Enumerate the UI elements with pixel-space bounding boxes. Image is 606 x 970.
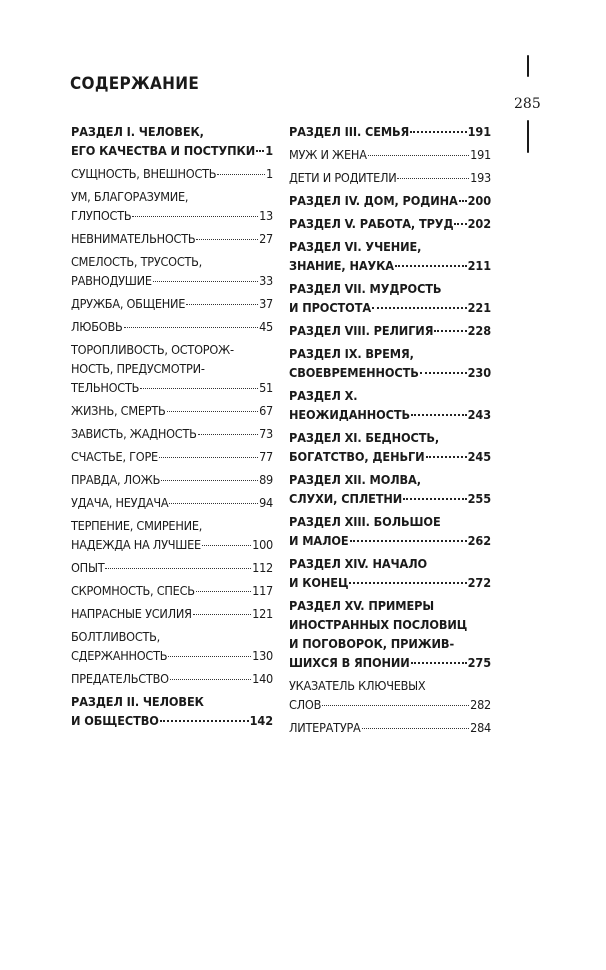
toc-entry xyxy=(71,252,273,290)
toc-entry-title-line: НОСТЬ, ПРЕДУСМОТРИ- xyxy=(71,361,205,376)
toc-page-number: 100 xyxy=(252,537,273,552)
dot-leader xyxy=(395,265,467,267)
toc-page-number: 245 xyxy=(467,449,491,464)
dot-leader xyxy=(397,178,469,179)
toc-page-number: 45 xyxy=(259,319,273,334)
toc-entry-last-line xyxy=(71,141,273,160)
toc-entry xyxy=(71,164,273,183)
dot-leader xyxy=(256,150,264,152)
toc-entry-last-line xyxy=(289,363,491,382)
toc-entry-last-line xyxy=(71,646,273,665)
toc-entry-title-line: УКАЗАТЕЛЬ КЛЮЧЕВЫХ xyxy=(289,678,426,693)
toc-entry-title-line: РАЗДЕЛ XIV. НАЧАЛО xyxy=(289,556,428,571)
toc-entry-title-line: СВОЕВРЕМЕННОСТЬ xyxy=(289,365,419,380)
toc-page-number: 117 xyxy=(252,583,273,598)
toc-entry xyxy=(71,187,273,225)
dot-leader xyxy=(217,174,265,175)
dot-leader xyxy=(434,330,466,332)
toc-page-number: 1 xyxy=(265,143,273,158)
toc-entry-title-line: СЧАСТЬЕ, ГОРЕ xyxy=(71,449,158,464)
toc-page-number: 112 xyxy=(252,560,273,575)
dot-leader xyxy=(198,434,258,435)
toc-entry-title-line: СУЩНОСТЬ, ВНЕШНОСТЬ xyxy=(71,166,217,181)
dot-leader xyxy=(459,200,467,202)
toc-section-entry xyxy=(71,692,273,730)
toc-entry-last-line xyxy=(289,168,491,187)
toc-entry-last-line xyxy=(289,447,491,466)
toc-entry-last-line xyxy=(71,711,273,730)
toc-entry xyxy=(71,669,273,688)
toc-entry-title-line: РАЗДЕЛ I. ЧЕЛОВЕК, xyxy=(71,124,204,139)
toc-entry-title-line: РАЗДЕЛ VIII. РЕЛИГИЯ xyxy=(289,323,434,338)
toc-entry-title-line: ШИХСЯ В ЯПОНИИ xyxy=(289,655,410,670)
toc-entry-last-line xyxy=(289,191,491,210)
toc-entry xyxy=(289,676,491,714)
dot-leader xyxy=(161,480,258,481)
dot-leader xyxy=(372,307,467,309)
toc-entry-last-line xyxy=(289,298,491,317)
toc-entry-title-line: И МАЛОЕ xyxy=(289,533,349,548)
margin-mark-top xyxy=(527,55,529,77)
toc-entry-title-line: РАЗДЕЛ II. ЧЕЛОВЕК xyxy=(71,694,204,709)
dot-leader xyxy=(426,456,467,458)
toc-entry xyxy=(71,317,273,336)
dot-leader xyxy=(132,216,258,217)
dot-leader xyxy=(160,720,249,722)
dot-leader xyxy=(350,540,467,542)
toc-entry-title-line: БОГАТСТВО, ДЕНЬГИ xyxy=(289,449,425,464)
dot-leader xyxy=(167,411,259,412)
toc-entry-title-line: РАЗДЕЛ XIII. БОЛЬШОЕ xyxy=(289,514,441,529)
toc-entry xyxy=(71,604,273,623)
toc-entry-title-line: УДАЧА, НЕУДАЧА xyxy=(71,495,169,510)
toc-page-number: 202 xyxy=(467,216,491,231)
toc-entry-last-line xyxy=(289,489,491,508)
toc-entry-last-line xyxy=(289,256,491,275)
toc-entry xyxy=(71,447,273,466)
dot-leader xyxy=(420,372,467,374)
toc-entry-title-line: СМЕЛОСТЬ, ТРУСОСТЬ, xyxy=(71,254,203,269)
toc-entry-title-line: РАЗДЕЛ VI. УЧЕНИЕ, xyxy=(289,239,422,254)
toc-page-number: 27 xyxy=(259,231,273,246)
dot-leader xyxy=(349,582,466,584)
toc-entry-title-line: РАЗДЕЛ V. РАБОТА, ТРУД xyxy=(289,216,454,231)
toc-entry xyxy=(71,516,273,554)
toc-entry-title-line: СДЕРЖАННОСТЬ xyxy=(71,648,168,663)
toc-entry-last-line xyxy=(289,405,491,424)
toc-page-number: 13 xyxy=(259,208,273,223)
dot-leader xyxy=(362,728,470,729)
toc-entry xyxy=(289,168,491,187)
toc-entry-title-line: ЖИЗНЬ, СМЕРТЬ xyxy=(71,403,166,418)
toc-entry-last-line xyxy=(71,447,273,466)
toc-entry-title-line: ЛЮБОВЬ xyxy=(71,319,123,334)
toc-entry-title-line: ТЕЛЬНОСТЬ xyxy=(71,380,140,395)
toc-page-number: 275 xyxy=(467,655,491,670)
dot-leader xyxy=(411,414,467,416)
toc-entry xyxy=(71,340,273,397)
dot-leader xyxy=(169,503,258,504)
toc-entry-last-line xyxy=(289,531,491,550)
toc-entry xyxy=(71,424,273,443)
toc-section-entry xyxy=(289,428,491,466)
dot-leader xyxy=(410,131,466,133)
toc-entry-last-line xyxy=(289,573,491,592)
toc-entry-title-line: РАЗДЕЛ XII. МОЛВА, xyxy=(289,472,421,487)
toc-section-entry xyxy=(289,191,491,210)
toc-entry-last-line xyxy=(289,653,491,672)
toc-page-number: 272 xyxy=(467,575,491,590)
toc-page-number: 230 xyxy=(467,365,491,380)
toc-entry-last-line xyxy=(289,695,491,714)
dot-leader xyxy=(196,239,258,240)
toc-entry-title-line: НЕВНИМАТЕЛЬНОСТЬ xyxy=(71,231,196,246)
toc-entry xyxy=(71,493,273,512)
toc-entry xyxy=(71,581,273,600)
toc-entry-title-line: И ОБЩЕСТВО xyxy=(71,713,159,728)
toc-entry-last-line xyxy=(71,164,273,183)
margin-mark-bottom xyxy=(527,120,529,153)
toc-entry xyxy=(289,145,491,164)
toc-section-entry xyxy=(289,122,491,141)
toc-entry xyxy=(71,294,273,313)
toc-page-number: 77 xyxy=(259,449,273,464)
toc-entry-last-line xyxy=(71,493,273,512)
toc-entry-last-line xyxy=(71,424,273,443)
toc-section-entry xyxy=(289,237,491,275)
toc-entry-title-line: И ПОГОВОРОК, ПРИЖИВ- xyxy=(289,636,455,651)
toc-page-number: 191 xyxy=(470,147,491,162)
toc-left-column xyxy=(71,122,273,734)
dot-leader xyxy=(322,705,469,706)
toc-entry-title-line: МУЖ И ЖЕНА xyxy=(289,147,367,162)
dot-leader xyxy=(170,679,251,680)
toc-page-number: 221 xyxy=(467,300,491,315)
toc-entry-title-line: ЗНАНИЕ, НАУКА xyxy=(289,258,394,273)
dot-leader xyxy=(196,591,251,592)
toc-entry-title-line: ТОРОПЛИВОСТЬ, ОСТОРОЖ- xyxy=(71,342,234,357)
toc-entry-title-line: СЛУХИ, СПЛЕТНИ xyxy=(289,491,403,506)
toc-entry-title-line: РАВНОДУШИЕ xyxy=(71,273,152,288)
toc-entry-last-line xyxy=(289,321,491,340)
toc-page-number: 193 xyxy=(470,170,491,185)
toc-page-number: 243 xyxy=(467,407,491,422)
toc-section-entry xyxy=(71,122,273,160)
toc-entry-title-line: ГЛУПОСТЬ xyxy=(71,208,132,223)
toc-entry-last-line xyxy=(71,604,273,623)
toc-page-number: 284 xyxy=(470,720,491,735)
dot-leader xyxy=(411,662,467,664)
toc-page-number: 200 xyxy=(467,193,491,208)
toc-entry-last-line xyxy=(71,294,273,313)
toc-entry-last-line xyxy=(71,558,273,577)
toc-entry-last-line xyxy=(289,122,491,141)
dot-leader xyxy=(159,457,258,458)
toc-page-number: 282 xyxy=(470,697,491,712)
toc-page-number: 33 xyxy=(259,273,273,288)
toc-page-number: 140 xyxy=(252,671,273,686)
toc-page-number: 255 xyxy=(467,491,491,506)
toc-entry xyxy=(71,401,273,420)
toc-entry-title-line: ПРАВДА, ЛОЖЬ xyxy=(71,472,161,487)
dot-leader xyxy=(140,388,258,389)
toc-right-column xyxy=(289,122,491,741)
toc-section-entry xyxy=(289,596,491,672)
toc-entry xyxy=(71,229,273,248)
toc-entry-last-line xyxy=(71,669,273,688)
toc-entry-title-line: РАЗДЕЛ IV. ДОМ, РОДИНА xyxy=(289,193,458,208)
dot-leader xyxy=(124,327,259,328)
toc-entry-title-line: БОЛТЛИВОСТЬ, xyxy=(71,629,161,644)
toc-page-number: 89 xyxy=(259,472,273,487)
toc-section-entry xyxy=(289,386,491,424)
toc-page-number: 1 xyxy=(266,166,273,181)
toc-entry-title-line: СКРОМНОСТЬ, СПЕСЬ xyxy=(71,583,195,598)
toc-entry-title-line: ЛИТЕРАТУРА xyxy=(289,720,361,735)
toc-entry xyxy=(71,627,273,665)
toc-entry-last-line xyxy=(289,145,491,164)
toc-entry-title-line: РАЗДЕЛ X. xyxy=(289,388,358,403)
toc-entry-title-line: И ПРОСТОТА xyxy=(289,300,372,315)
toc-section-entry xyxy=(289,321,491,340)
toc-entry-title-line: НАДЕЖДА НА ЛУЧШЕЕ xyxy=(71,537,201,552)
toc-section-entry xyxy=(289,279,491,317)
toc-entry-last-line xyxy=(71,470,273,489)
toc-section-entry xyxy=(289,470,491,508)
toc-page-number: 142 xyxy=(249,713,273,728)
toc-entry-last-line xyxy=(71,206,273,225)
toc-page-number: 67 xyxy=(259,403,273,418)
dot-leader xyxy=(403,498,466,500)
toc-entry-title-line: ПРЕДАТЕЛЬСТВО xyxy=(71,671,169,686)
toc-entry-title-line: ДРУЖБА, ОБЩЕНИЕ xyxy=(71,296,186,311)
toc-page-number: 37 xyxy=(259,296,273,311)
dot-leader xyxy=(202,545,251,546)
toc-page-number: 51 xyxy=(259,380,273,395)
toc-page-number: 228 xyxy=(467,323,491,338)
toc-entry-title-line: ЗАВИСТЬ, ЖАДНОСТЬ xyxy=(71,426,197,441)
toc-entry-title-line: УМ, БЛАГОРАЗУМИЕ, xyxy=(71,189,189,204)
toc-page-number: 73 xyxy=(259,426,273,441)
toc-page-number: 130 xyxy=(252,648,273,663)
toc-entry xyxy=(71,558,273,577)
toc-entry-last-line xyxy=(71,317,273,336)
toc-entry-last-line xyxy=(71,581,273,600)
toc-entry-title-line: РАЗДЕЛ IX. ВРЕМЯ, xyxy=(289,346,414,361)
toc-entry-last-line xyxy=(71,378,273,397)
toc-entry-title-line: ОПЫТ xyxy=(71,560,105,575)
toc-page-number: 191 xyxy=(467,124,491,139)
toc-entry-title-line: ИНОСТРАННЫХ ПОСЛОВИЦ xyxy=(289,617,468,632)
toc-entry-title-line: ЕГО КАЧЕСТВА И ПОСТУПКИ xyxy=(71,143,256,158)
page-number: 285 xyxy=(514,96,541,112)
dot-leader xyxy=(368,155,469,156)
toc-entry-title-line: РАЗДЕЛ XI. БЕДНОСТЬ, xyxy=(289,430,440,445)
toc-entry xyxy=(71,470,273,489)
toc-entry-title-line: НЕОЖИДАННОСТЬ xyxy=(289,407,411,422)
toc-entry-last-line xyxy=(71,401,273,420)
toc-entry-title-line: РАЗДЕЛ XV. ПРИМЕРЫ xyxy=(289,598,434,613)
dot-leader xyxy=(193,614,251,615)
toc-entry-last-line xyxy=(71,271,273,290)
toc-page-number: 262 xyxy=(467,533,491,548)
toc-page-number: 121 xyxy=(252,606,273,621)
toc-entry-title-line: РАЗДЕЛ VII. МУДРОСТЬ xyxy=(289,281,442,296)
toc-entry-title-line: НАПРАСНЫЕ УСИЛИЯ xyxy=(71,606,192,621)
toc-page-number: 94 xyxy=(259,495,273,510)
toc-section-entry xyxy=(289,554,491,592)
dot-leader xyxy=(105,568,251,569)
dot-leader xyxy=(153,281,258,282)
toc-section-entry xyxy=(289,512,491,550)
toc-entry-last-line xyxy=(71,229,273,248)
toc-entry xyxy=(289,718,491,737)
dot-leader xyxy=(454,223,466,225)
toc-entry-title-line: СЛОВ xyxy=(289,697,322,712)
toc-entry-last-line xyxy=(71,535,273,554)
toc-section-entry xyxy=(289,214,491,233)
toc-entry-title-line: И КОНЕЦ xyxy=(289,575,349,590)
toc-entry-title-line: РАЗДЕЛ III. СЕМЬЯ xyxy=(289,124,410,139)
toc-page-number: 211 xyxy=(467,258,491,273)
page-title: СОДЕРЖАНИЕ xyxy=(70,74,200,94)
toc-entry-last-line xyxy=(289,718,491,737)
dot-leader xyxy=(186,304,258,305)
toc-section-entry xyxy=(289,344,491,382)
dot-leader xyxy=(168,656,251,657)
toc-entry-title-line: ДЕТИ И РОДИТЕЛИ xyxy=(289,170,397,185)
toc-entry-title-line: ТЕРПЕНИЕ, СМИРЕНИЕ, xyxy=(71,518,203,533)
toc-entry-last-line xyxy=(289,214,491,233)
